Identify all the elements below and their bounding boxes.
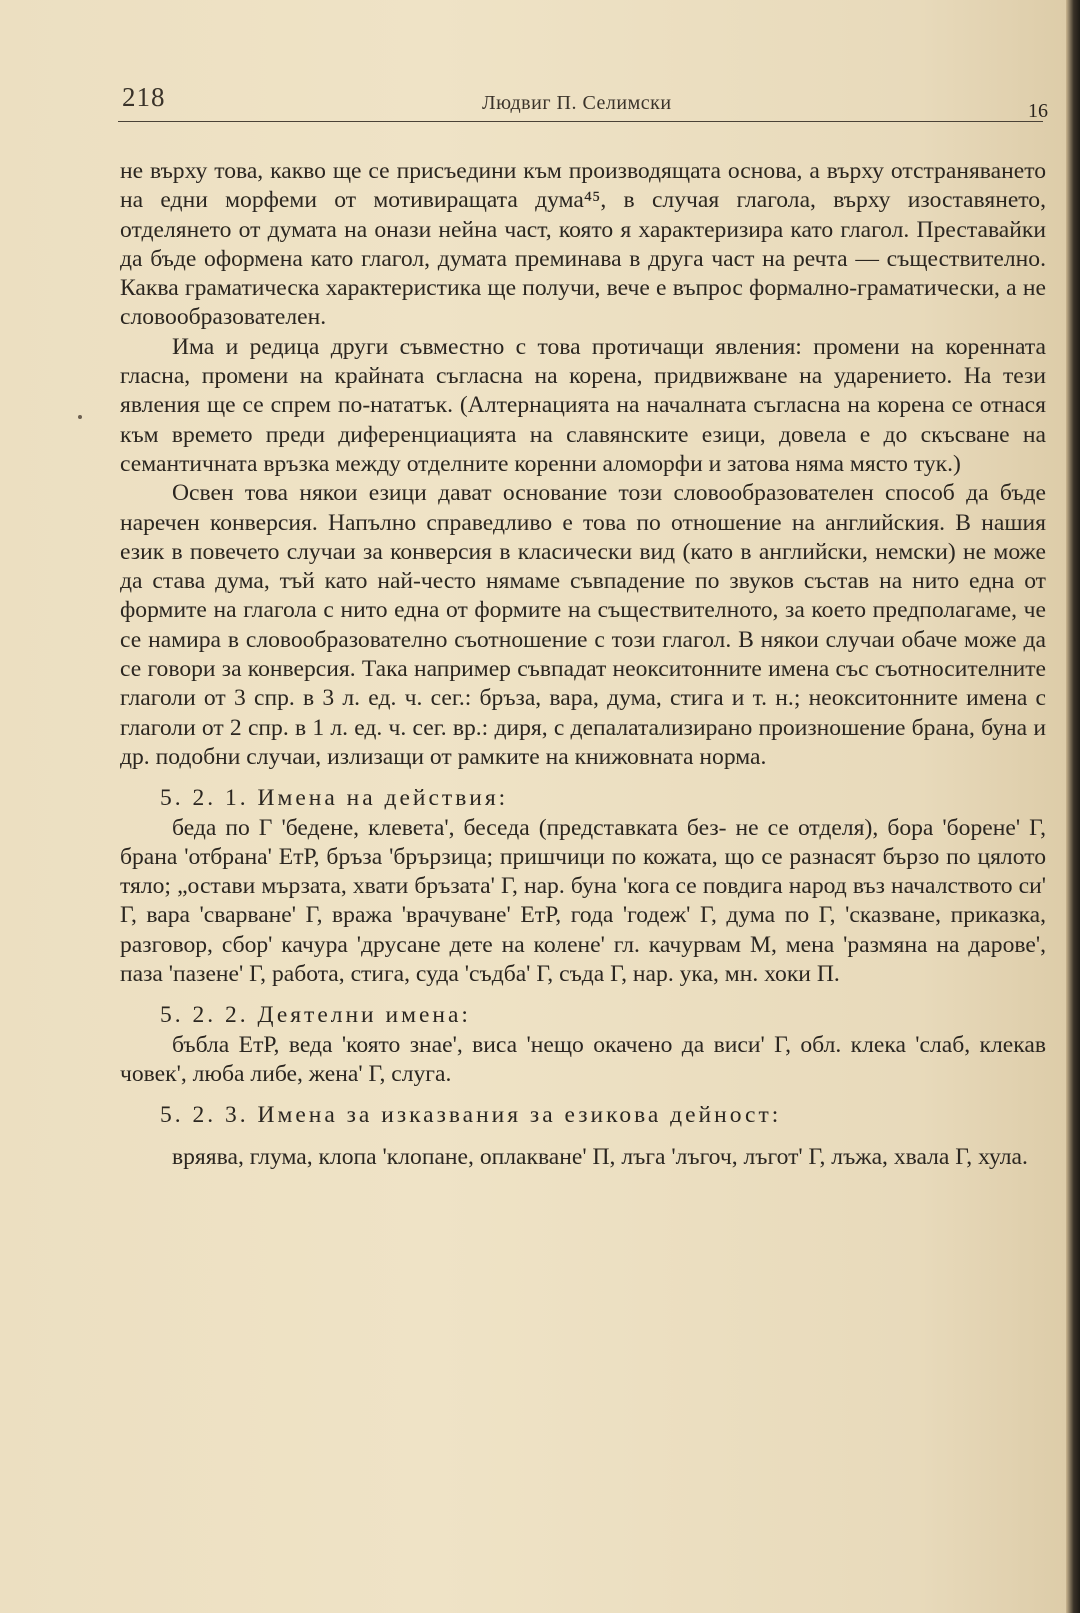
margin-mark: [78, 415, 82, 419]
paragraph: не върху това, какво ще се присъедини към производящата основа, а върху отстраняването на едни морфеми от мотивиращата дума⁴⁵, в случая глагола, върху изоставянето, отделянето от думата на онази нейна част, която я характеризира като глагол. Преставайки да бъде оформена като глагол, думата преминава в друга част на речта — съществително. Каква граматическа характеристика ще получи, вече е въпрос формално-граматически, а не словообразователен.: [120, 158, 1046, 331]
header-rule: [118, 121, 1043, 122]
paragraph: бъбла ЕтР, веда 'която знае', виса 'нещо окачено да виси' Г, обл. клека 'слаб, клекав човек', люба либе, жена' Г, слуга.: [120, 1031, 1046, 1087]
page-number: 218: [122, 82, 166, 112]
paragraph: Освен това някои езици дават основание този словообразователен способ да бъде наречен конверсия. Напълно справедливо е това по отношение на английския. В нашия език в повечето случаи за конверсия в класически вид (като в английски, немски) не може да става дума, тъй като най-често нямаме съвпадение по звуков състав на нито една от формите на глагола с нито една от формите на съществителното, за което предполагаме, че се намира в словообразователно съотношение с този глагол. В някои случаи обаче може да се говори за конверсия. Така например съвпадат неокситонните имена със съотносителните глаголи от 3 спр. в 3 л. ед. ч. сег.: бръза, вара, дума, стига и т. н.; неокситонните имена с глаголи от 2 спр. в 1 л. ед. ч. сег. вр.: диря, с депалатализирано произношение брана, буна и др. подобни случаи, излизащи от рамките на книжовната норма.: [120, 480, 1046, 770]
paragraph: Има и редица други съвместно с това протичащи явления: промени на коренната гласна, промени на крайната съгласна на корена, придвижване на ударението. На тези явления ще се спрем по-нататък. (Алтернацията на началната съгласна на корена се отнася към времето преди диференциацията на славянските езици, довела е до скъсване на семантичната връзка между отделните коренни аломорфи и затова няма място тук.): [120, 333, 1046, 477]
section-heading: 5. 2. 1. Имена на действия:: [160, 785, 509, 812]
running-head: Людвиг П. Селимски: [482, 92, 672, 114]
page-header: [118, 78, 1048, 122]
paragraph: вряява, глума, клопа 'клопане, оплакване' П, лъга 'лъгоч, лъгот' Г, лъжа, хвала Г, хула.: [172, 1143, 1028, 1170]
page-edge-number: 16: [1028, 100, 1048, 122]
page-edge-shadow: [1066, 0, 1080, 1613]
body-text: [120, 157, 1046, 1172]
section-heading: 5. 2. 2. Деятелни имена:: [160, 1002, 471, 1029]
paragraph: беда по Г 'бедене, клевета', беседа (представката без- не се отделя), бора 'борене' Г, брана 'отбрана' ЕтР, бръза 'брързица; пришчици по кожата, що се разнасят бързо по цялото тяло; „остави мързата, хвати бръзата' Г, нар. буна 'кога се повдига народ въз началството си' Г, вара 'сварване' Г, вража 'врачуване' ЕтР, года 'годеж' Г, дума по Г, 'сказване, приказка, разговор, сбор' качура 'друсане дете на колене' гл. качурвам М, мена 'размяна на дарове', паза 'пазене' Г, работа, стига, суда 'съдба' Г, съда Г, нар. ука, мн. хоки П.: [120, 814, 1046, 988]
section-heading: 5. 2. 3. Имена за изказвания за езикова дейност:: [160, 1102, 782, 1129]
